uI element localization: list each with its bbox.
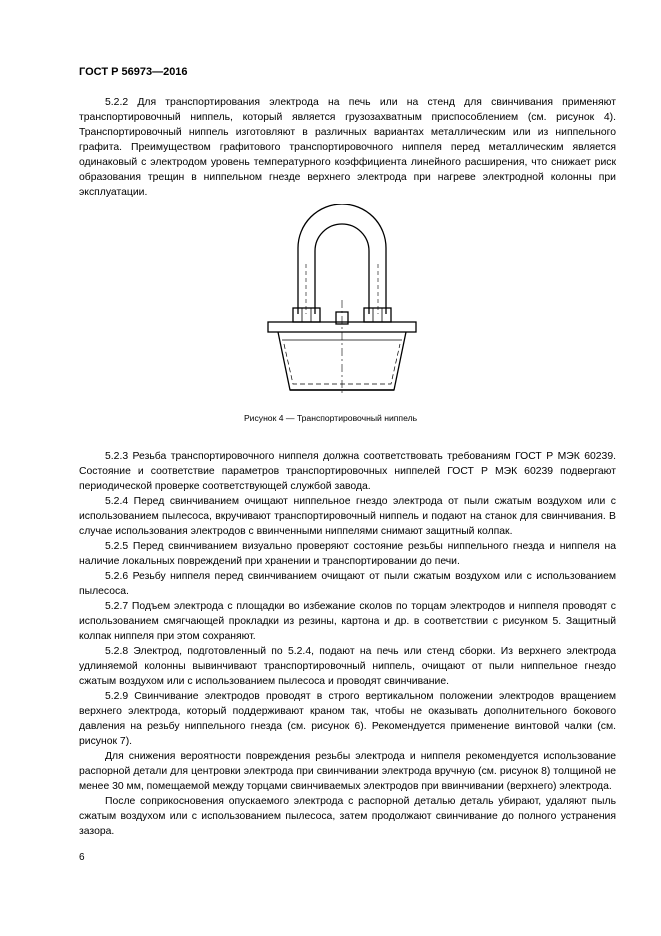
paragraph-5-2-4: 5.2.4 Перед свинчиванием очищают ниппельное гнездо электрода от пыли сжатым воздухом или с использованием пылесоса, вкручивают транспортировочный ниппель и подают на станок для свинчивания. В случае использования электродов с ввинченными ниппелями снимают защитный колпак.: [79, 496, 616, 537]
paragraph-5-2-3: 5.2.3 Резьба транспортировочного ниппеля должна соответствовать требованиям ГОСТ Р МЭК 60239. Состояние и соответствие параметров транспортировочных ниппелей ГОСТ Р МЭК 60239 подвергают периодической проверке соответствующей службой завода.: [79, 451, 616, 492]
paragraph-spacer-recommendation: Для снижения вероятности повреждения резьбы электрода и ниппеля рекомендуется использование распорной детали для центровки электрода при свинчивании электрода вручную (см. рисунок 8) толщиной не менее 30 мм, помещаемой между торцами свинчиваемых электродов при ввинчивании (верхнего) электрода.: [79, 751, 616, 792]
paragraph-5-2-9: 5.2.9 Свинчивание электродов проводят в строго вертикальном положении электродов вращением верхнего электрода, который поддерживают краном так, чтобы не оказывать дополнительного бокового давления на резьбу ниппельного гнезда (см. рисунок 6). Рекомендуется применение винтовой чалки (см. рисунок 7).: [79, 691, 616, 747]
paragraph-5-2-7: 5.2.7 Подъем электрода с площадки во избежание сколов по торцам электродов и ниппеля проводят с использованием смягчающей прокладки из резины, картона и др. в соответствии с рисунком 5. Защитный колпак ниппеля при этом сохраняют.: [79, 601, 616, 642]
paragraph-5-2-5: 5.2.5 Перед свинчиванием визуально проверяют состояние резьбы ниппельного гнезда и ниппеля на наличие локальных повреждений при хранении и транспортировании до печи.: [79, 541, 616, 567]
paragraph-5-2-8: 5.2.8 Электрод, подготовленный по 5.2.4, подают на печь или стенд сборки. Из верхнего электрода удлиняемой колонны вывинчивают транспортировочный ниппель, очищают от пыли ниппельное гнездо сжатым воздухом или с использованием пылесоса и проводят свинчивание.: [79, 646, 616, 687]
transport-nipple-drawing: [262, 204, 442, 404]
figure-caption: Рисунок 4 — Транспортировочный ниппель: [243, 413, 418, 423]
paragraph-5-2-6: 5.2.6 Резьбу ниппеля перед свинчиванием очищают от пыли сжатым воздухом или с использованием пылесоса.: [79, 571, 616, 597]
paragraph-5-2-2: 5.2.2 Для транспортирования электрода на печь или на стенд для свинчивания применяют транспортировочный ниппель, который является грузозахватным приспособлением (см. рисунок 4). Транспортировочный ниппель изготовляют в различных вариантах металлическим или из ниппельного графита. Преимуществом графитового транспортировочного ниппеля перед металлическим является одинаковый с электродом уровень температурного коэффициента линейного расширения, что снижает риск образования трещин в ниппельном гнезде верхнего электрода при нагреве электродной колонны при эксплуатации.: [79, 97, 616, 198]
figure-transport-nipple: [262, 204, 442, 404]
paragraph-after-contact: После соприкосновения опускаемого электрода с распорной деталью деталь убирают, удаляют пыль сжатым воздухом или с использованием пылесоса, затем продолжают свинчивание до полного устранения зазора.: [79, 796, 616, 837]
document-header: ГОСТ Р 56973—2016: [79, 66, 188, 78]
page-number: 6: [79, 852, 85, 863]
